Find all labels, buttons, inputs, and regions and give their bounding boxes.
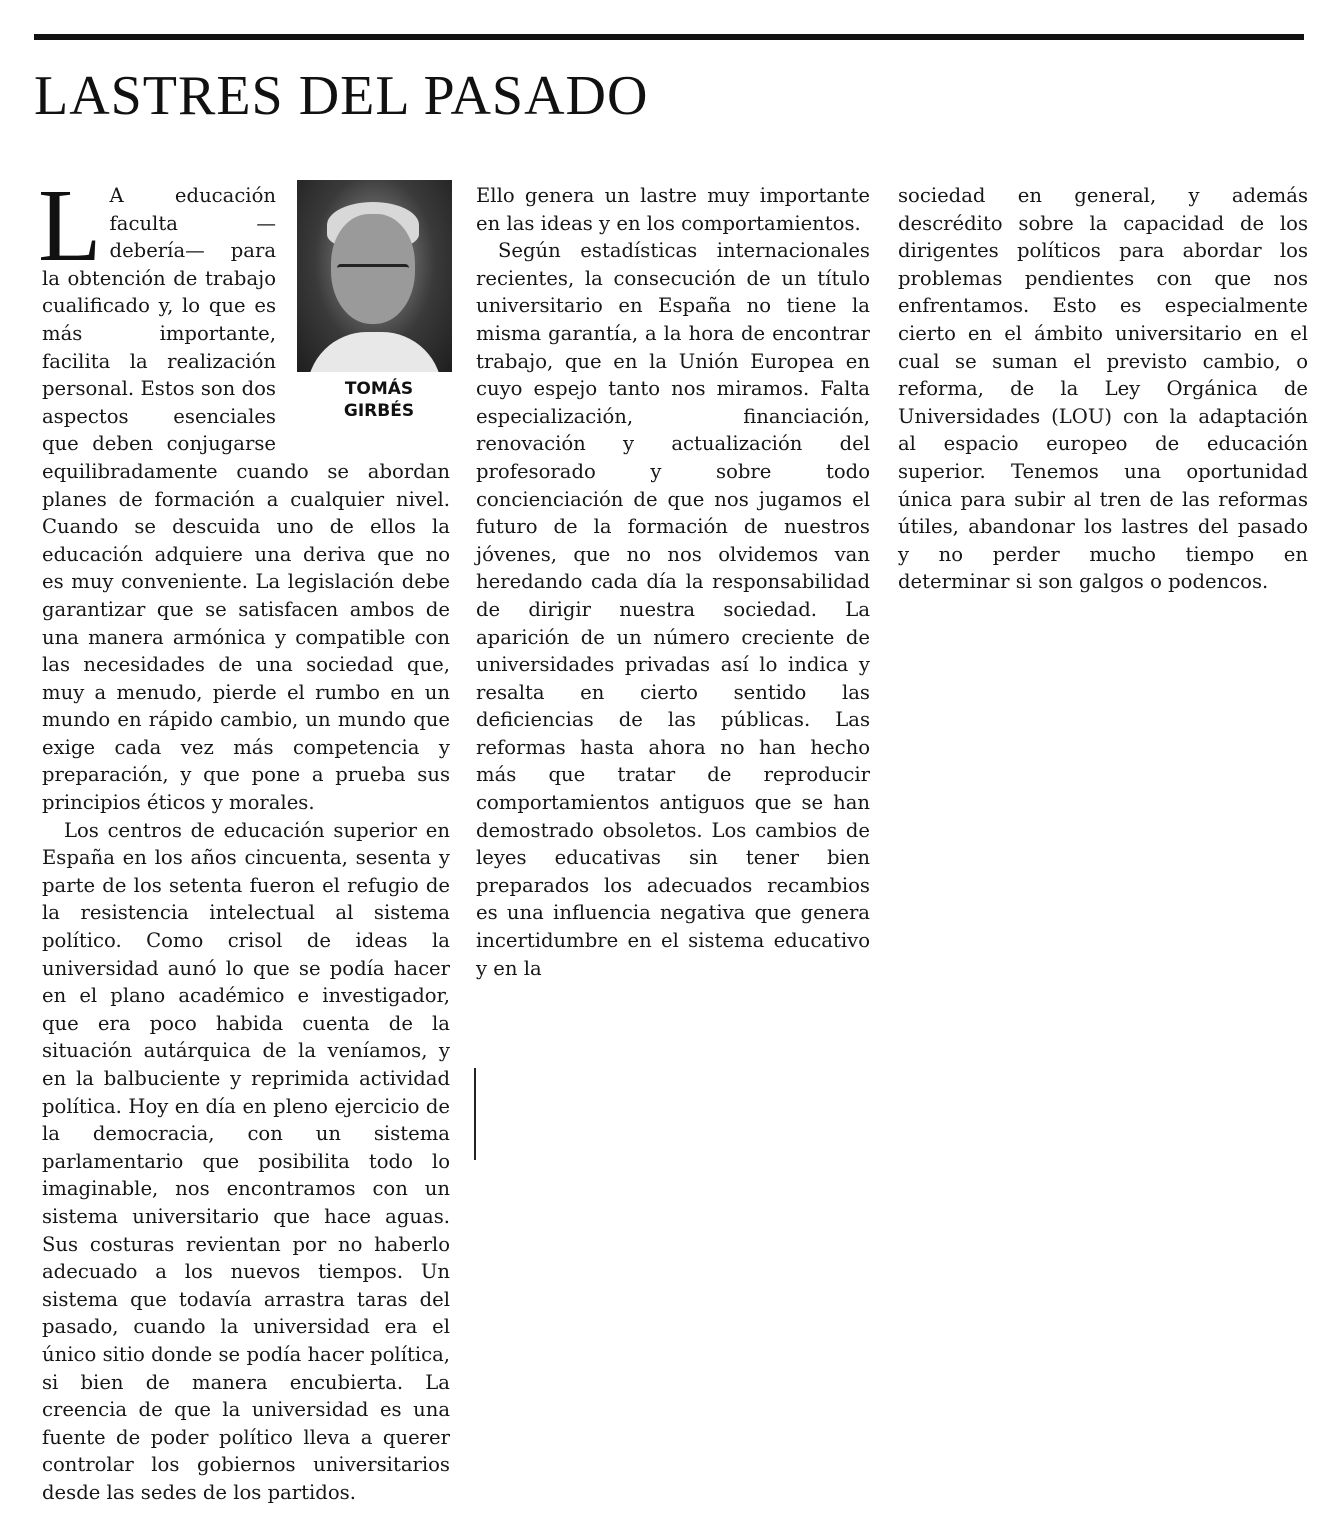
- paragraph-2: Los centros de educación superior en España en los años cincuenta, sesenta y parte de los setenta fueron el refugio de la resistencia intelectual al sistema político. Como crisol de ideas la universidad aunó lo que se podía hacer en el plano académico e investigador, que era poco habida cuenta de la situación autárquica de la veníamos, y en la balbuciente y reprimida actividad política. Hoy en día en pleno ejercicio de la democracia, con un sistema parlamentario que posibilita todo lo imaginable, nos encontramos con un sistema universitario que hace aguas. Sus costuras revientan por no haberlo adecuado a los nuevos tiempos. Un sistema que todavía arrastra taras del pasado, cuando la universidad era el único sitio donde se podía hacer política, si bien de manera encubierta. La creencia de que la universidad es una fuente de poder político lleva a querer controlar los gobiernos universitarios desde las sedes de los partidos.: [42, 818, 450, 1504]
- author-box: [294, 180, 464, 442]
- column-2: [476, 182, 870, 982]
- top-rule: [34, 34, 1304, 40]
- dropcap: L: [38, 168, 102, 283]
- column-1: [38, 168, 450, 1507]
- paragraph-5: sociedad en general, y además descrédito sobre la capacidad de los dirigentes políticos para abordar los problemas pendientes con que nos enfrentamos. Esto es especialmente cierto en el ámbito universitario en el cual se suman el previsto cambio, o reforma, de la Ley Orgánica de Universidades (LOU) con la adaptación al espacio europeo de educación superior. Tenemos una oportunidad única para subir al tren de las reformas útiles, abandonar los lastres del pasado y no perder mucho tiempo en determinar si son galgos o podencos.: [898, 184, 1308, 594]
- author-name: [294, 378, 464, 422]
- author-photo: [297, 180, 452, 372]
- article-headline: LASTRES DEL PASADO: [34, 65, 649, 127]
- author-first-name: TOMÁS: [344, 379, 414, 399]
- paragraph-4: Según estadísticas internacionales recientes, la consecución de un título universitario en España no tiene la misma garantía, a la hora de encontrar trabajo, que en la Unión Europea en cuyo espejo tanto nos miramos. Falta especialización, financiación, renovación y actualización del profesorado y sobre todo concienciación de que nos jugamos el futuro de la formación de nuestros jóvenes, que no nos olvidemos van heredando cada día la responsabilidad de dirigir nuestra sociedad. La aparición de un número creciente de universidades privadas así lo indica y resalta en cierto sentido las deficiencias de las públicas. Las reformas hasta ahora no han hecho más que tratar de reproducir comportamientos antiguos que se han demostrado obsoletos. Los cambios de leyes educativas sin tener bien preparados los adecuados recambios es una influencia negativa que genera incertidumbre en el sistema educativo y en la: [476, 239, 870, 980]
- column-3: [898, 182, 1308, 596]
- paragraph-1-text: A educación faculta —debería— para la obtención de trabajo cualificado y, lo que es más importante, facilita la realización personal. Estos son dos aspectos esenciales que deben conjugarse equilibradamente cuando se abordan planes de formación a cualquier nivel. Cuando se descuida uno de ellos la educación adquiere una deriva que no es muy conveniente. La legislación debe garantizar que se satisfacen ambos de una manera armónica y compatible con las necesidades de una sociedad que, muy a menudo, pierde el rumbo en un mundo en rápido cambio, un mundo que exige cada vez más competencia y preparación, y que pone a prueba sus principios éticos y morales.: [42, 184, 450, 815]
- column-separator: [474, 1068, 476, 1160]
- author-last-name: GIRBÉS: [343, 401, 415, 421]
- paragraph-3: Ello genera un lastre muy importante en las ideas y en los comportamientos.: [476, 184, 870, 235]
